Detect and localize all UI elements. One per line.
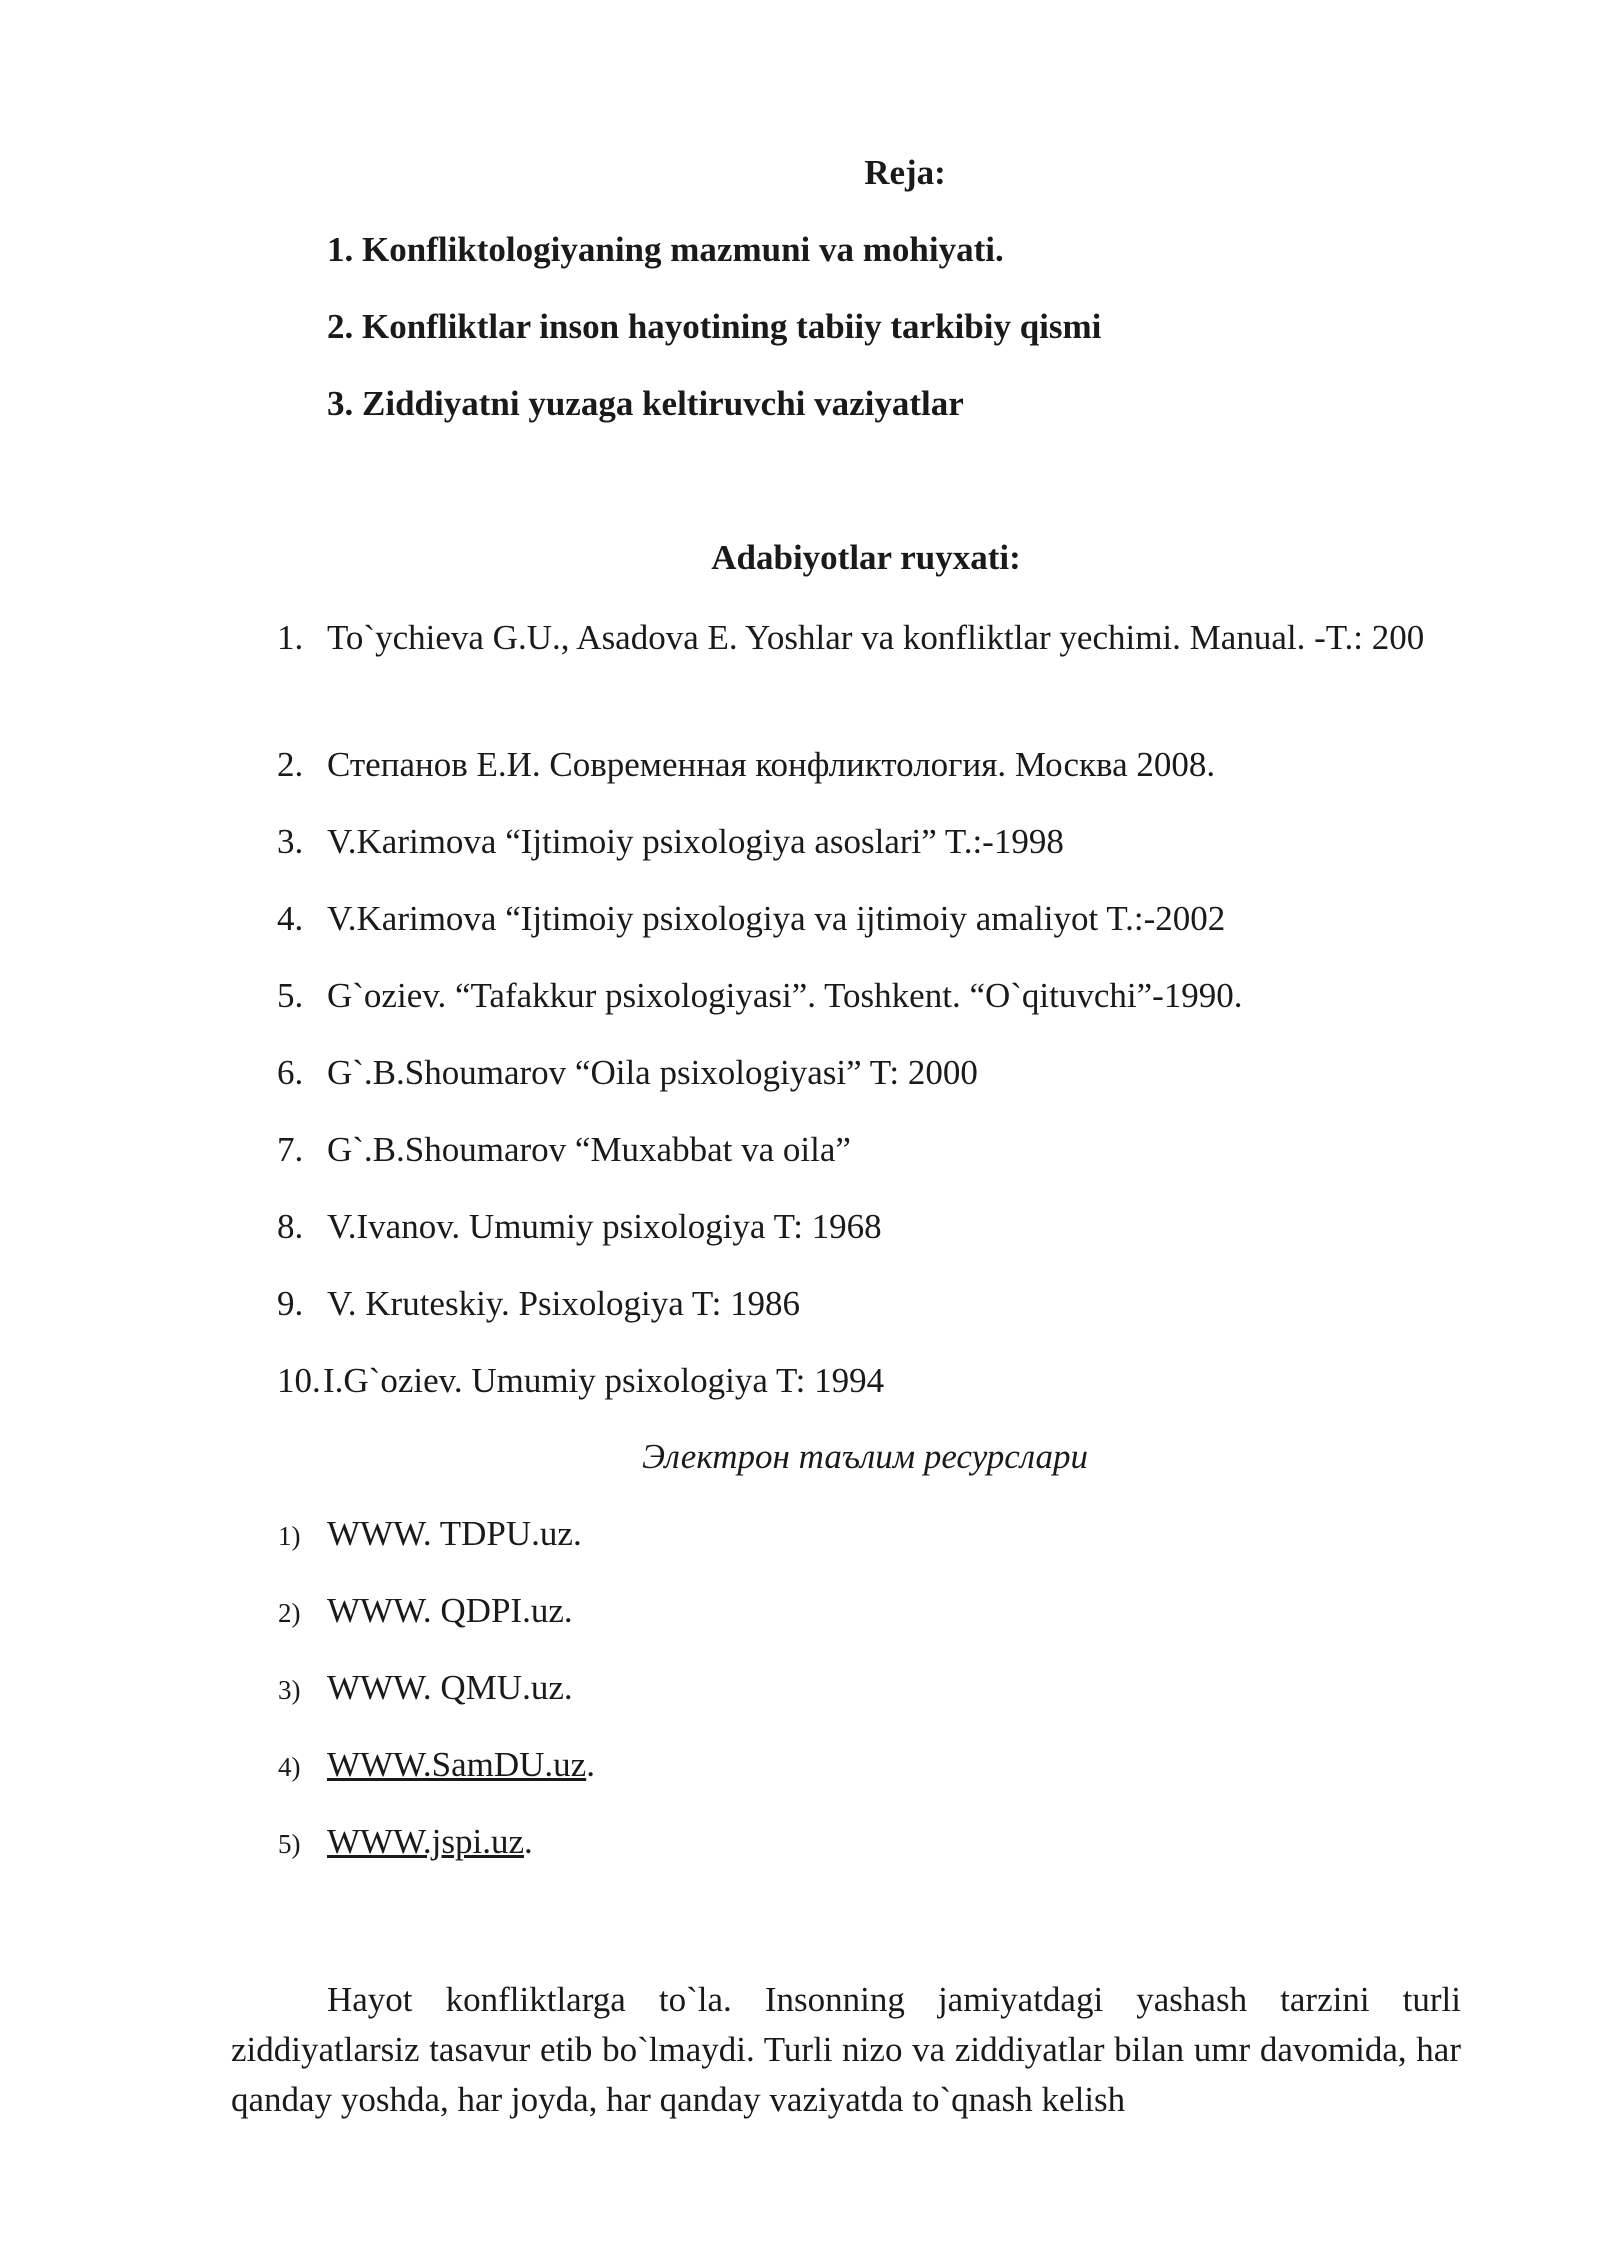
electronic-resource-text: WWW. QMU.uz. [327, 1668, 573, 1707]
jspi-link[interactable]: WWW.jspi.uz [327, 1822, 524, 1861]
literature-item-number: 5. [277, 976, 304, 1015]
literature-item-text: G`.B.Shoumarov “Muxabbat va oila” [327, 1130, 851, 1169]
literature-item-text: V.Ivanov. Umumiy psixologiya T: 1968 [327, 1207, 882, 1246]
electronic-resource-text: WWW. TDPU.uz. [327, 1514, 582, 1553]
plan-item-3: 3. Ziddiyatni yuzaga keltiruvchi vaziyatlar [327, 384, 964, 423]
literature-item-number: 7. [277, 1130, 304, 1169]
literature-item-text: V. Kruteskiy. Psixologiya T: 1986 [327, 1284, 801, 1323]
literature-title: Adabiyotlar ruyxati: [711, 538, 1021, 577]
plan-title: Reja: [864, 153, 946, 192]
electronic-resource-5 [278, 1821, 533, 1865]
samdu-link[interactable]: WWW.SamDU.uz [327, 1745, 587, 1784]
electronic-resource-1 [278, 1513, 582, 1557]
literature-item-number: 8. [277, 1207, 304, 1246]
electronic-resource-number: 1) [278, 1521, 301, 1551]
literature-item-number: 10. [277, 1361, 321, 1400]
literature-item-text: V.Karimova “Ijtimoiy psixologiya asoslari” T.:-1998 [327, 822, 1064, 861]
literature-item-text: Степанов Е.И. Современная конфликтология. Москва 2008. [327, 745, 1216, 784]
plan-item-2: 2. Konfliktlar inson hayotining tabiiy tarkibiy qismi [327, 307, 1102, 346]
body-paragraph [231, 1975, 1461, 2125]
literature-item-text: G`oziev. “Tafakkur psixologiyasi”. Toshkent. “O`qituvchi”-1990. [327, 976, 1243, 1015]
electronic-resource-2 [278, 1590, 573, 1634]
link-suffix: . [586, 1745, 595, 1784]
literature-item-number: 6. [277, 1053, 304, 1092]
electronic-resource-3 [278, 1667, 573, 1711]
literature-item-number: 2. [277, 745, 304, 784]
link-suffix: . [524, 1822, 533, 1861]
electronic-resource-number: 3) [278, 1675, 301, 1705]
literature-item-text: I.G`oziev. Umumiy psixologiya T: 1994 [323, 1361, 885, 1400]
literature-item-number: 4. [277, 899, 304, 938]
electronic-resources-title: Электрон таълим ресурслари [641, 1437, 1089, 1476]
electronic-resource-number: 5) [278, 1829, 301, 1859]
body-paragraph-text: Hayot konfliktlarga to`la. Insonning jamiyatdagi yashash tarzini turli ziddiyatlarsiz tasavur etib bo`lmaydi. Turli nizo va ziddiyatlar bilan umr davomida, har qanday yoshda, har joyda, har qanday vaziyatda to`qnash kelish [231, 1980, 1461, 2119]
electronic-resource-text: WWW. QDPI.uz. [327, 1591, 573, 1630]
literature-item-number: 9. [277, 1284, 304, 1323]
electronic-resource-4 [278, 1744, 595, 1788]
literature-item-text: V.Karimova “Ijtimoiy psixologiya va ijtimoiy amaliyot T.:-2002 [327, 899, 1226, 938]
electronic-resource-number: 2) [278, 1598, 301, 1628]
literature-item-text: To`ychieva G.U., Asadova E. Yoshlar va konfliktlar yechimi. Manual. -T.: 200 [327, 618, 1425, 657]
literature-item-text: G`.B.Shoumarov “Oila psixologiyasi” T: 2000 [327, 1053, 978, 1092]
plan-item-1: 1. Konfliktologiyaning mazmuni va mohiyati. [327, 230, 1004, 269]
literature-item-number: 3. [277, 822, 304, 861]
electronic-resource-number: 4) [278, 1752, 301, 1782]
literature-item-number: 1. [277, 618, 304, 657]
